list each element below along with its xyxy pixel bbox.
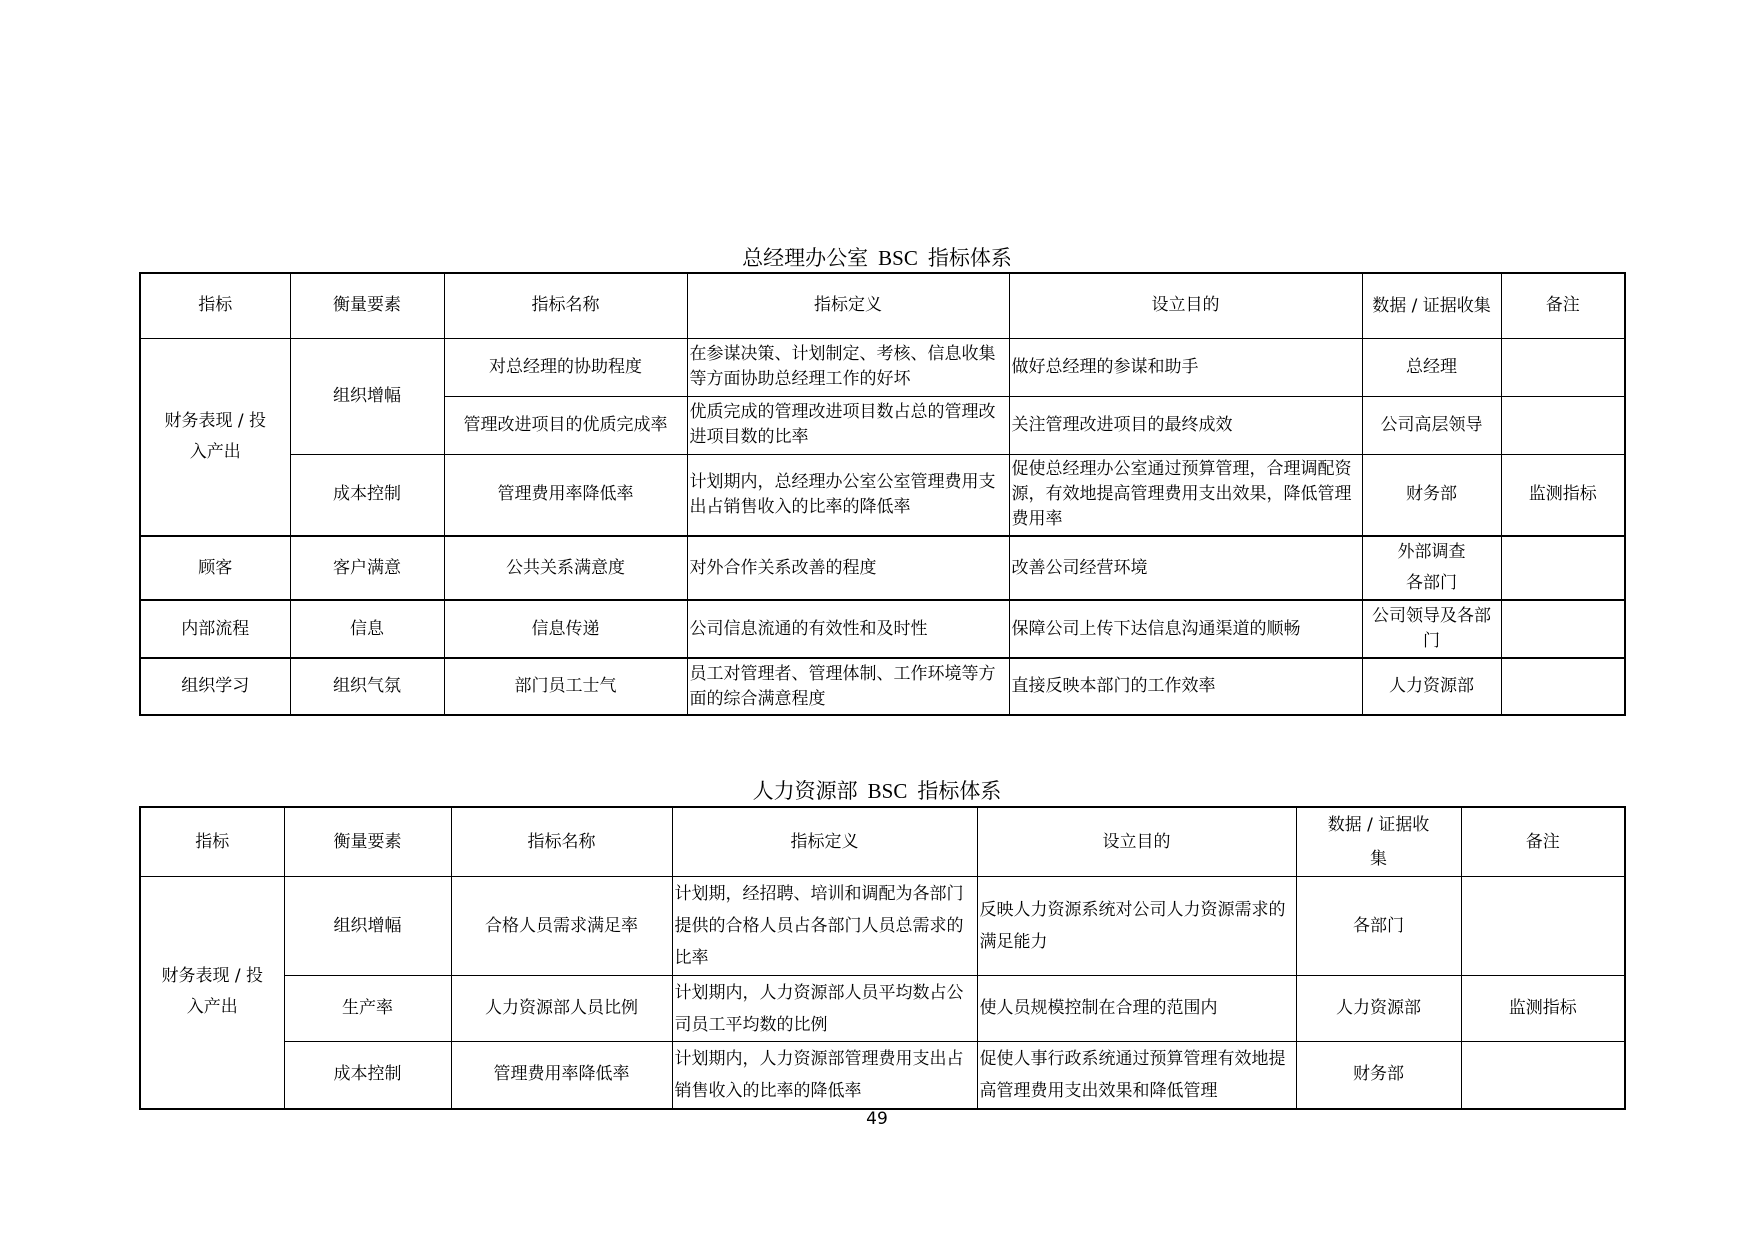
factor-cell: 成本控制 — [290, 454, 444, 536]
purpose-cell: 改善公司经营环境 — [1009, 536, 1362, 600]
header-cell: 设立目的 — [977, 807, 1296, 877]
title-text: 指标体系 — [917, 779, 1002, 803]
factor-cell: 组织气氛 — [290, 658, 444, 715]
dimension-cell: 财务表现 / 投入产出 — [140, 338, 290, 536]
definition-cell: 对外合作关系改善的程度 — [687, 536, 1009, 600]
definition-cell: 优质完成的管理改进项目数占总的管理改进项目数的比率 — [687, 396, 1009, 454]
dimension-cell: 内部流程 — [140, 600, 290, 658]
factor-cell: 组织增幅 — [290, 338, 444, 454]
header-cell: 数据 / 证据收集 — [1296, 807, 1461, 877]
header-cell: 指标定义 — [687, 273, 1009, 338]
title-text: 人力资源部 — [752, 779, 858, 803]
table-header-row — [140, 273, 1625, 338]
source-cell: 总经理 — [1362, 338, 1501, 396]
definition-cell: 公司信息流通的有效性和及时性 — [687, 600, 1009, 658]
header-cell: 衡量要素 — [290, 273, 444, 338]
source-cell: 财务部 — [1362, 454, 1501, 536]
header-cell: 数据 / 证据收集 — [1362, 273, 1501, 338]
table2-bsc-hr — [139, 806, 1626, 1110]
dimension-cell: 财务表现 / 投入产出 — [140, 877, 284, 1109]
table1-title — [0, 242, 1754, 272]
purpose-cell: 做好总经理的参谋和助手 — [1009, 338, 1362, 396]
purpose-cell: 直接反映本部门的工作效率 — [1009, 658, 1362, 715]
header-cell: 指标 — [140, 273, 290, 338]
factor-cell: 组织增幅 — [284, 877, 451, 976]
name-cell: 管理改进项目的优质完成率 — [444, 396, 687, 454]
definition-cell: 员工对管理者、管理体制、工作环境等方面的综合满意程度 — [687, 658, 1009, 715]
header-cell: 指标 — [140, 807, 284, 877]
source-cell: 公司领导及各部门 — [1362, 600, 1501, 658]
table-row — [140, 536, 1625, 600]
title-text: 指标体系 — [927, 246, 1012, 270]
purpose-cell: 关注管理改进项目的最终成效 — [1009, 396, 1362, 454]
table-row — [140, 877, 1625, 976]
table-row — [140, 338, 1625, 396]
table-row — [140, 1042, 1625, 1109]
source-cell: 公司高层领导 — [1362, 396, 1501, 454]
purpose-cell: 反映人力资源系统对公司人力资源需求的满足能力 — [977, 877, 1296, 976]
name-cell: 对总经理的协助程度 — [444, 338, 687, 396]
table-row — [140, 600, 1625, 658]
table2-title — [0, 775, 1754, 805]
header-cell: 指标定义 — [672, 807, 977, 877]
factor-cell: 客户满意 — [290, 536, 444, 600]
source-cell: 外部调查 各部门 — [1362, 536, 1501, 600]
note-cell — [1501, 658, 1625, 715]
purpose-cell: 使人员规模控制在合理的范围内 — [977, 976, 1296, 1042]
definition-cell: 在参谋决策、计划制定、考核、信息收集等方面协助总经理工作的好坏 — [687, 338, 1009, 396]
header-cell: 衡量要素 — [284, 807, 451, 877]
purpose-cell: 促使总经理办公室通过预算管理，合理调配资源，有效地提高管理费用支出效果，降低管理费用率 — [1009, 454, 1362, 536]
name-cell: 信息传递 — [444, 600, 687, 658]
title-text: 总经理办公室 — [742, 246, 869, 270]
note-cell — [1501, 396, 1625, 454]
purpose-cell: 促使人事行政系统通过预算管理有效地提高管理费用支出效果和降低管理 — [977, 1042, 1296, 1109]
header-cell: 备注 — [1461, 807, 1625, 877]
table1-bsc-gm-office — [139, 272, 1626, 716]
header-cell: 指标名称 — [451, 807, 672, 877]
definition-cell: 计划期内，人力资源部人员平均数占公司员工平均数的比例 — [672, 976, 977, 1042]
dimension-cell: 顾客 — [140, 536, 290, 600]
table-row — [140, 454, 1625, 536]
name-cell: 公共关系满意度 — [444, 536, 687, 600]
table-row — [140, 976, 1625, 1042]
definition-cell: 计划期内，总经理办公室公室管理费用支出占销售收入的比率的降低率 — [687, 454, 1009, 536]
definition-cell: 计划期内，人力资源部管理费用支出占销售收入的比率的降低率 — [672, 1042, 977, 1109]
header-cell: 备注 — [1501, 273, 1625, 338]
definition-cell: 计划期，经招聘、培训和调配为各部门提供的合格人员占各部门人员总需求的比率 — [672, 877, 977, 976]
source-cell: 人力资源部 — [1362, 658, 1501, 715]
source-cell: 人力资源部 — [1296, 976, 1461, 1042]
source-cell: 财务部 — [1296, 1042, 1461, 1109]
purpose-cell: 保障公司上传下达信息沟通渠道的顺畅 — [1009, 600, 1362, 658]
note-cell — [1501, 536, 1625, 600]
title-text: BSC — [878, 246, 918, 270]
name-cell: 管理费用率降低率 — [451, 1042, 672, 1109]
name-cell: 部门员工士气 — [444, 658, 687, 715]
title-text: BSC — [867, 779, 908, 803]
name-cell: 合格人员需求满足率 — [451, 877, 672, 976]
note-cell — [1461, 1042, 1625, 1109]
header-cell: 设立目的 — [1009, 273, 1362, 338]
note-cell: 监测指标 — [1461, 976, 1625, 1042]
dimension-cell: 组织学习 — [140, 658, 290, 715]
name-cell: 管理费用率降低率 — [444, 454, 687, 536]
note-cell: 监测指标 — [1501, 454, 1625, 536]
header-cell: 指标名称 — [444, 273, 687, 338]
note-cell — [1501, 600, 1625, 658]
factor-cell: 生产率 — [284, 976, 451, 1042]
note-cell — [1461, 877, 1625, 976]
source-cell: 各部门 — [1296, 877, 1461, 976]
note-cell — [1501, 338, 1625, 396]
page-number: 49 — [866, 1109, 888, 1129]
table-row — [140, 658, 1625, 715]
factor-cell: 成本控制 — [284, 1042, 451, 1109]
factor-cell: 信息 — [290, 600, 444, 658]
table-header-row — [140, 807, 1625, 877]
name-cell: 人力资源部人员比例 — [451, 976, 672, 1042]
